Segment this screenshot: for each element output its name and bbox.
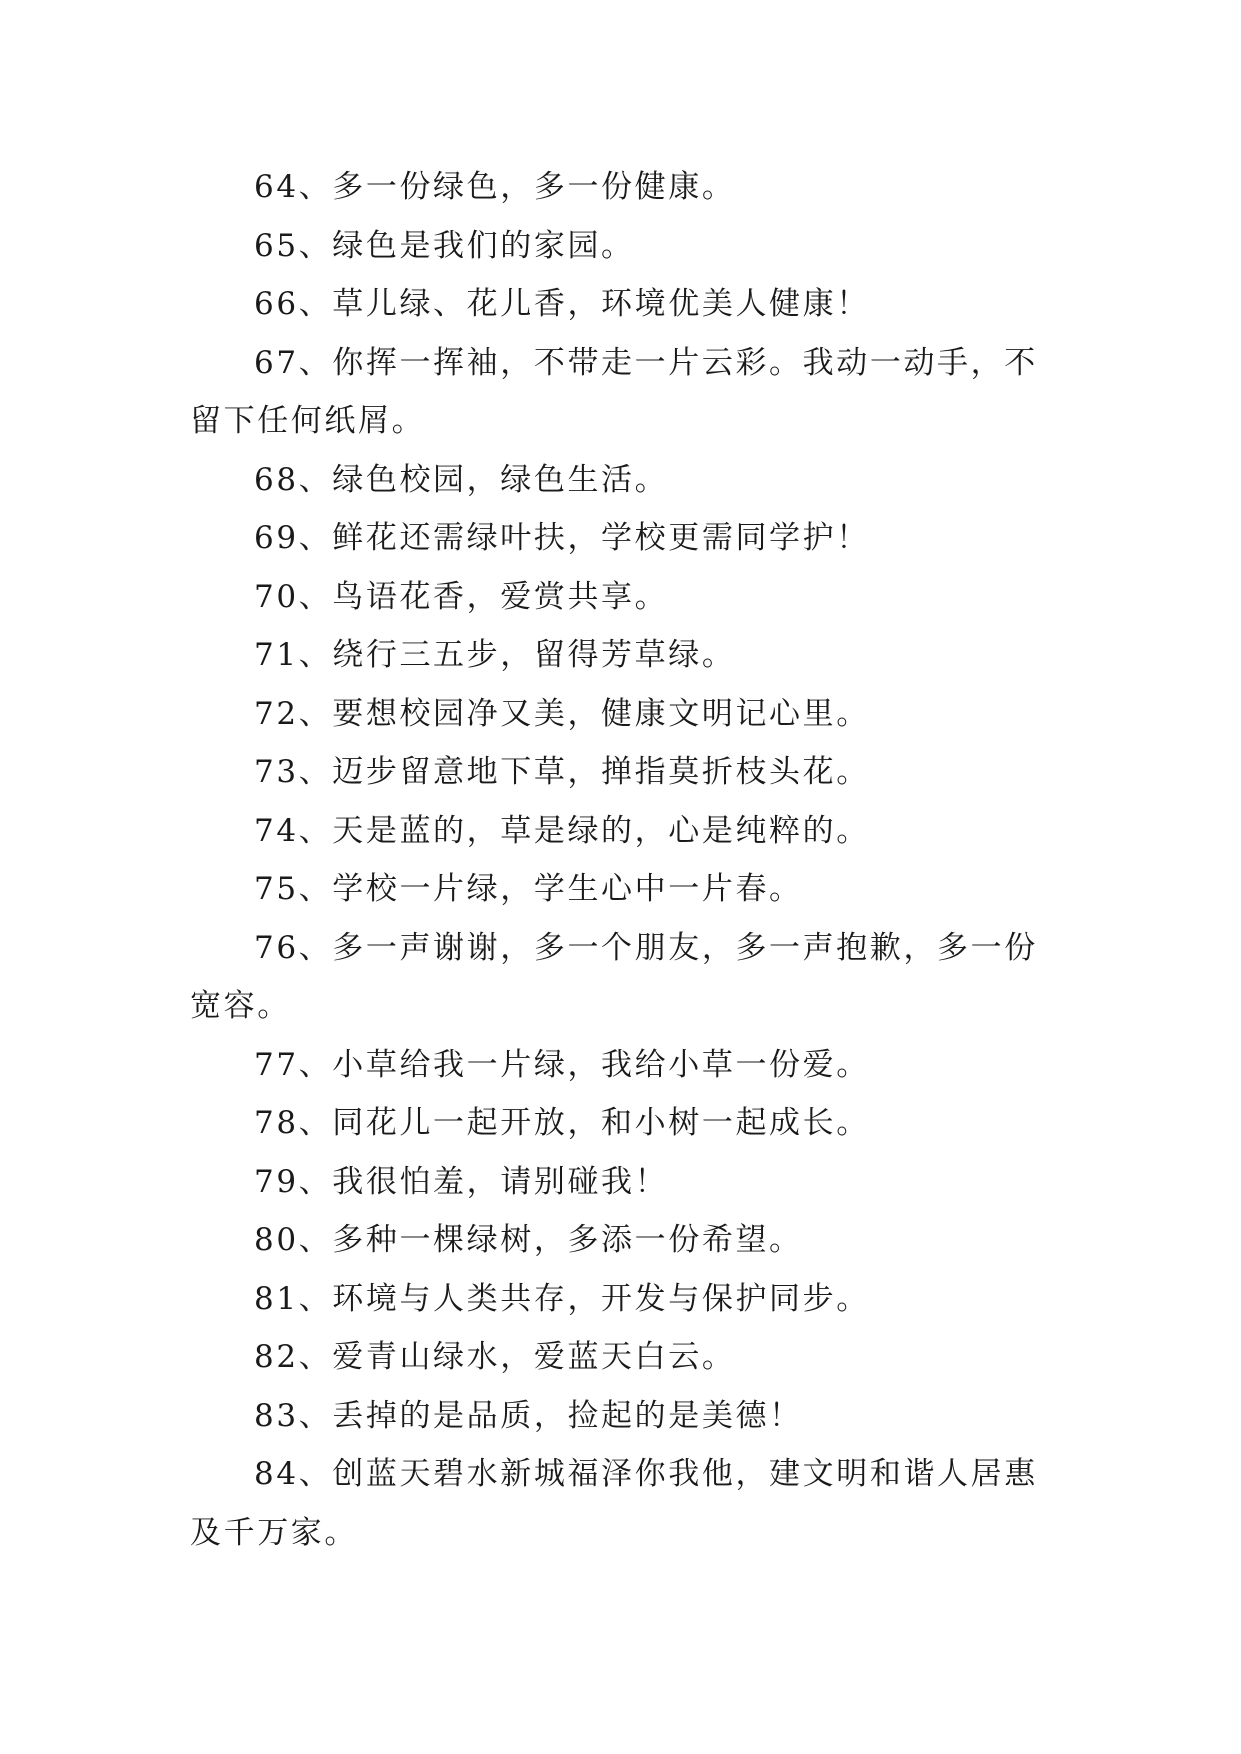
slogan-item-73: 73、迈步留意地下草，掸指莫折枝头花。 — [254, 754, 870, 790]
slogan-item-72: 72、要想校园净又美，健康文明记心里。 — [254, 695, 870, 732]
slogan-item-81: 81、环境与人类共存，开发与保护同步。 — [254, 1280, 870, 1317]
slogan-item-65: 65、绿色是我们的家园。 — [254, 227, 635, 264]
slogan-item-66: 66、草儿绿、花儿香，环境优美人健康！ — [254, 286, 870, 322]
slogan-item-70: 70、鸟语花香，爱赏共享。 — [254, 578, 669, 615]
slogan-item-82: 82、爱青山绿水，爱蓝天白云。 — [254, 1339, 736, 1375]
slogan-item-77: 77、小草给我一片绿，我给小草一份爱。 — [254, 1046, 870, 1083]
slogan-item-64: 64、多一份绿色，多一份健康。 — [254, 169, 736, 205]
slogan-item-79: 79、我很怕羞，请别碰我！ — [254, 1163, 669, 1200]
slogan-item-80: 80、多种一棵绿树，多添一份希望。 — [254, 1222, 803, 1258]
slogan-item-78: 78、同花儿一起开放，和小树一起成长。 — [254, 1105, 870, 1141]
slogan-item-69: 69、鲜花还需绿叶扶，学校更需同学护！ — [254, 520, 870, 556]
slogan-item-84: 84、创蓝天碧水新城福泽你我他，建文明和谐人居惠及千万家。 — [190, 1456, 1038, 1551]
slogan-item-75: 75、学校一片绿，学生心中一片春。 — [254, 871, 803, 907]
slogan-item-71: 71、绕行三五步，留得芳草绿。 — [254, 637, 736, 673]
slogan-item-83: 83、丢掉的是品质，捡起的是美德！ — [254, 1397, 803, 1434]
document-body — [190, 158, 1052, 1562]
slogan-item-74: 74、天是蓝的，草是绿的，心是纯粹的。 — [254, 812, 870, 849]
slogan-item-67: 67、你挥一挥袖，不带走一片云彩。我动一动手，不留下任何纸屑。 — [190, 344, 1038, 439]
slogan-item-76: 76、多一声谢谢，多一个朋友，多一声抱歉，多一份宽容。 — [190, 929, 1038, 1024]
slogan-item-68: 68、绿色校园，绿色生活。 — [254, 461, 669, 498]
